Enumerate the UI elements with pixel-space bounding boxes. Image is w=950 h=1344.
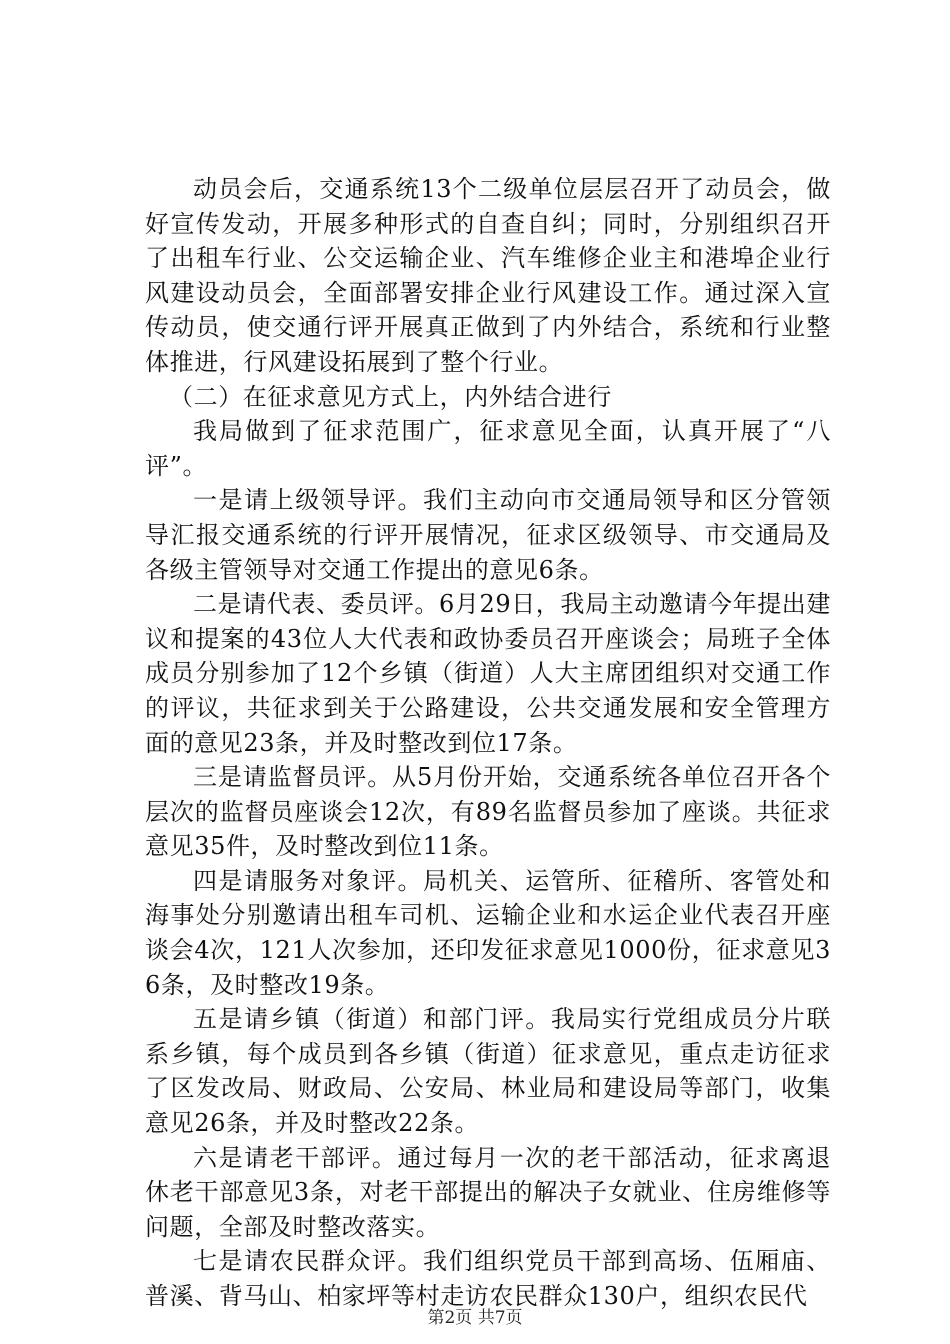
paragraph-mobilization: 动员会后，交通系统13个二级单位层层召开了动员会，做好宣传发动，开展多种形式的自查自纠；同时，分别组织召开了出租车行业、公交运输企业、汽车维修企业主和港埠企业行风建设动员会，全面部署安排企业行风建设工作。通过深入宣传动员，使交通行评开展真正做到了内外结合，系统和行业整体推进，行风建设拓展到了整个行业。 <box>145 175 831 376</box>
page-number-footer: 第2页 共7页 <box>427 1308 523 1328</box>
section-heading: （二）在征求意见方式上，内外结合进行 <box>169 382 612 411</box>
paragraph-review-1: 一是请上级领导评。我们主动向市交通局领导和区分管领导汇报交通系统的行评开展情况，征求区级领导、市交通局及各级主管领导对交通工作提出的意见6条。 <box>145 486 831 584</box>
paragraph-review-6: 六是请老干部评。通过每月一次的老干部活动，征求离退休老干部意见3条，对老干部提出的解决子女就业、住房维修等问题，全部及时整改落实。 <box>145 1143 831 1241</box>
paragraph-review-5: 五是请乡镇（街道）和部门评。我局实行党组成员分片联系乡镇，每个成员到各乡镇（街道）征求意见，重点走访征求了区发改局、财政局、公安局、林业局和建设局等部门，收集意见26条，并及时整改22条。 <box>145 1005 831 1138</box>
paragraph-review-2: 二是请代表、委员评。6月29日，我局主动邀请今年提出建议和提案的43位人大代表和政协委员召开座谈会；局班子全体成员分别参加了12个乡镇（街道）人大主席团组织对交通工作的评议，共征求到关于公路建设，公共交通发展和安全管理方面的意见23条，并及时整改到位17条。 <box>145 590 832 757</box>
paragraph-review-3: 三是请监督员评。从5月份开始，交通系统各单位召开各个层次的监督员座谈会12次，有89名监督员参加了座谈。共征求意见35件，及时整改到位11条。 <box>145 763 831 861</box>
paragraph-eight-reviews: 我局做到了征求范围广，征求意见全面，认真开展了“八评”。 <box>145 417 831 480</box>
paragraph-review-4: 四是请服务对象评。局机关、运管所、征稽所、客管处和海事处分别邀请出租车司机、运输企业和水运企业代表召开座谈会4次，121人次参加，还印发征求意见1000份，征求意见36条，及时整改19条。 <box>145 866 831 999</box>
document-body <box>145 172 831 1314</box>
paragraph-review-7: 七是请农民群众评。我们组织党员干部到高场、伍厢庙、普溪、背马山、柏家坪等村走访农民群众130户，组织农民代 <box>145 1247 831 1310</box>
